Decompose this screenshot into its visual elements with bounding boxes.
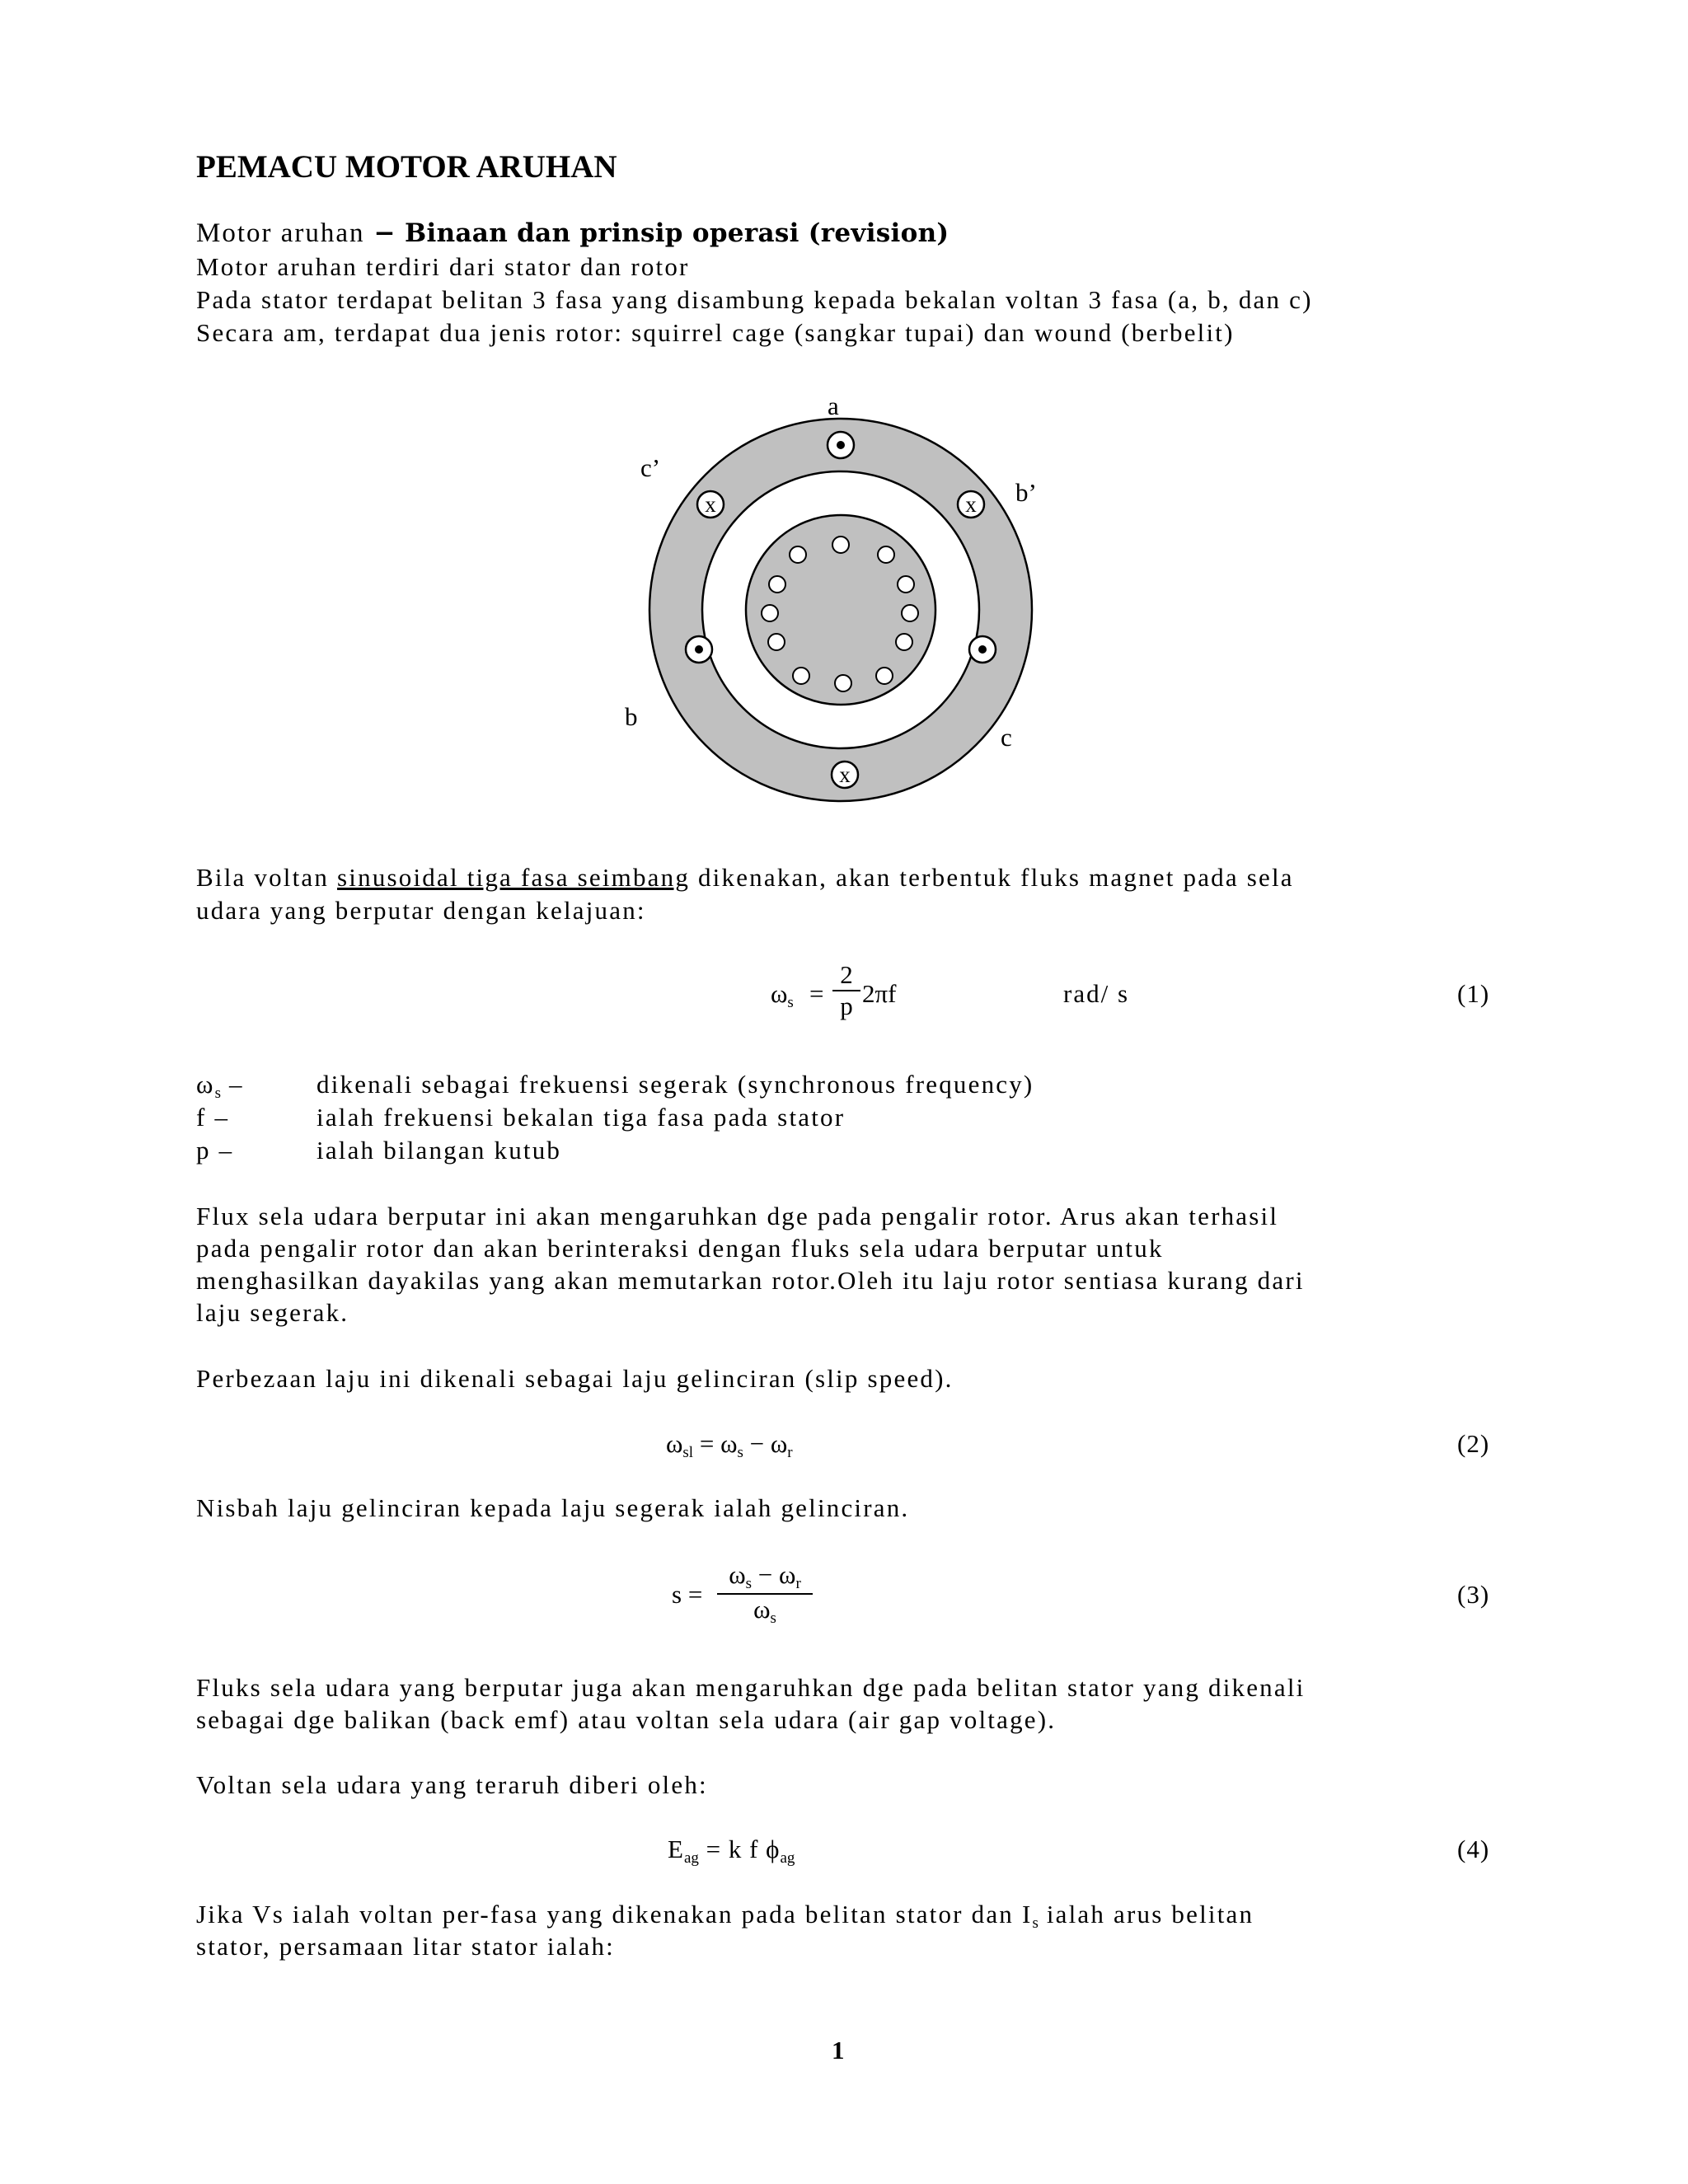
conductor-dot-icon — [969, 636, 996, 663]
label-b: b — [625, 702, 638, 731]
eq1-rest: 2πf — [862, 979, 897, 1008]
rotor-bar — [768, 634, 785, 650]
svg-text:x: x — [965, 492, 977, 517]
para3: Perbezaan laju ini dikenali sebagai laju gelinciran (slip speed). — [196, 1364, 954, 1393]
rotor-bar — [876, 668, 893, 684]
rotor-bar — [902, 605, 918, 621]
rotor-bar — [835, 675, 851, 691]
motor-cross-section-diagram — [610, 387, 1071, 824]
intro-line-3: Secara am, terdapat dua jenis rotor: squirrel cage (sangkar tupai) dan wound (berbelit) — [196, 318, 1235, 347]
definition-row-1: $\omega_s$ – dikenali sebagai frekuensi segerak (synchronous frequency) — [196, 1070, 1034, 1102]
eq2-number: (2) — [1457, 1429, 1490, 1458]
para5-line-2: sebagai dge balikan (back emf) atau voltan sela udara (air gap voltage). — [196, 1705, 1057, 1734]
eq1-lhs: $\omega_s$ — [771, 979, 794, 1011]
rotor-bar — [769, 576, 785, 593]
svg-text:x: x — [705, 492, 716, 517]
conductor-dot-icon — [686, 636, 712, 663]
para4: Nisbah laju gelinciran kepada laju segerak ialah gelinciran. — [196, 1493, 910, 1522]
para6: Voltan sela udara yang teraruh diberi oleh: — [196, 1770, 708, 1799]
section-heading — [196, 218, 949, 249]
para1-after: dikenakan, akan terbentuk fluks magnet pada sela — [690, 863, 1294, 892]
label-a: a — [828, 391, 839, 420]
eq1-numerator: 2 — [840, 960, 853, 989]
eq3-denominator: $\omega_s$ — [753, 1595, 776, 1627]
rotor-bar — [793, 668, 809, 684]
para1-underlined: sinusoidal tiga fasa seimbang — [337, 863, 691, 892]
eq3-fraction — [717, 1560, 813, 1628]
eq4-expression: $E_{ag} = k$ f $\phi_{ag}$ — [668, 1835, 795, 1867]
rotor-bar — [832, 537, 849, 553]
para7-line-1: Jika Vs ialah voltan per-fasa yang dikenakan pada belitan stator dan $I_s$ ialah arus belitan — [196, 1900, 1254, 1932]
definition-row-3: p – ialah bilangan kutub — [196, 1136, 562, 1165]
definition-row-2: f – ialah frekuensi bekalan tiga fasa pada stator — [196, 1103, 846, 1132]
rotor-bar — [878, 546, 894, 563]
para5-line-1: Fluks sela udara yang berputar juga akan mengaruhkan dge pada belitan stator yang dikenali — [196, 1673, 1306, 1702]
conductor-cross-icon — [697, 491, 724, 518]
eq1-denominator: p — [840, 991, 853, 1020]
para1-line-1 — [196, 863, 1294, 893]
para7-line-2: stator, persamaan litar stator ialah: — [196, 1932, 615, 1961]
eq1-equals: = — [809, 979, 824, 1008]
para2-line-2: pada pengalir rotor dan akan berinteraksi dengan fluks sela udara berputar untuk — [196, 1234, 1164, 1263]
para2-line-4: laju segerak. — [196, 1298, 349, 1327]
intro-line-2: Pada stator terdapat belitan 3 fasa yang disambung kepada bekalan voltan 3 fasa (a, b, dan c) — [196, 285, 1313, 314]
eq1-number: (1) — [1457, 979, 1490, 1008]
section-heading-rest: − Binaan dan prinsip operasi (revision) — [364, 218, 950, 248]
eq3-number: (3) — [1457, 1580, 1490, 1609]
eq2-expression: $\omega_{sl} = \omega_s - \omega_r$ — [666, 1429, 793, 1461]
conductor-dot-icon — [828, 432, 854, 458]
rotor-bar — [762, 605, 778, 621]
label-b-prime: b’ — [1015, 478, 1037, 507]
rotor-bar — [898, 576, 914, 593]
para1-before: Bila voltan — [196, 863, 338, 892]
conductor-cross-icon — [958, 491, 984, 518]
eq1-unit: rad/ s — [1063, 979, 1130, 1008]
para2-line-1: Flux sela udara berputar ini akan mengaruhkan dge pada pengalir rotor. Arus akan terhasil — [196, 1202, 1279, 1230]
para2-line-3: menghasilkan dayakilas yang akan memutarkan rotor.Oleh itu laju rotor sentiasa kurang dari — [196, 1266, 1305, 1295]
label-c-prime: c’ — [640, 453, 661, 482]
conductor-cross-icon — [832, 762, 858, 788]
svg-text:x: x — [839, 762, 851, 787]
page-number: 1 — [832, 2036, 845, 2064]
intro-line-1: Motor aruhan terdiri dari stator dan rotor — [196, 252, 690, 281]
rotor-bar — [896, 634, 912, 650]
eq3-lhs: s = — [672, 1580, 703, 1609]
para1-line-2: udara yang berputar dengan kelajuan: — [196, 896, 646, 925]
page-title: PEMACU MOTOR ARUHAN — [196, 149, 617, 185]
rotor-bar — [790, 546, 806, 563]
section-heading-prefix: Motor aruhan — [196, 218, 365, 248]
eq3-numerator: $\omega_s - \omega_r$ — [729, 1560, 801, 1592]
label-c: c — [1001, 723, 1012, 752]
eq4-number: (4) — [1457, 1835, 1490, 1863]
eq1-fraction — [832, 960, 860, 1021]
